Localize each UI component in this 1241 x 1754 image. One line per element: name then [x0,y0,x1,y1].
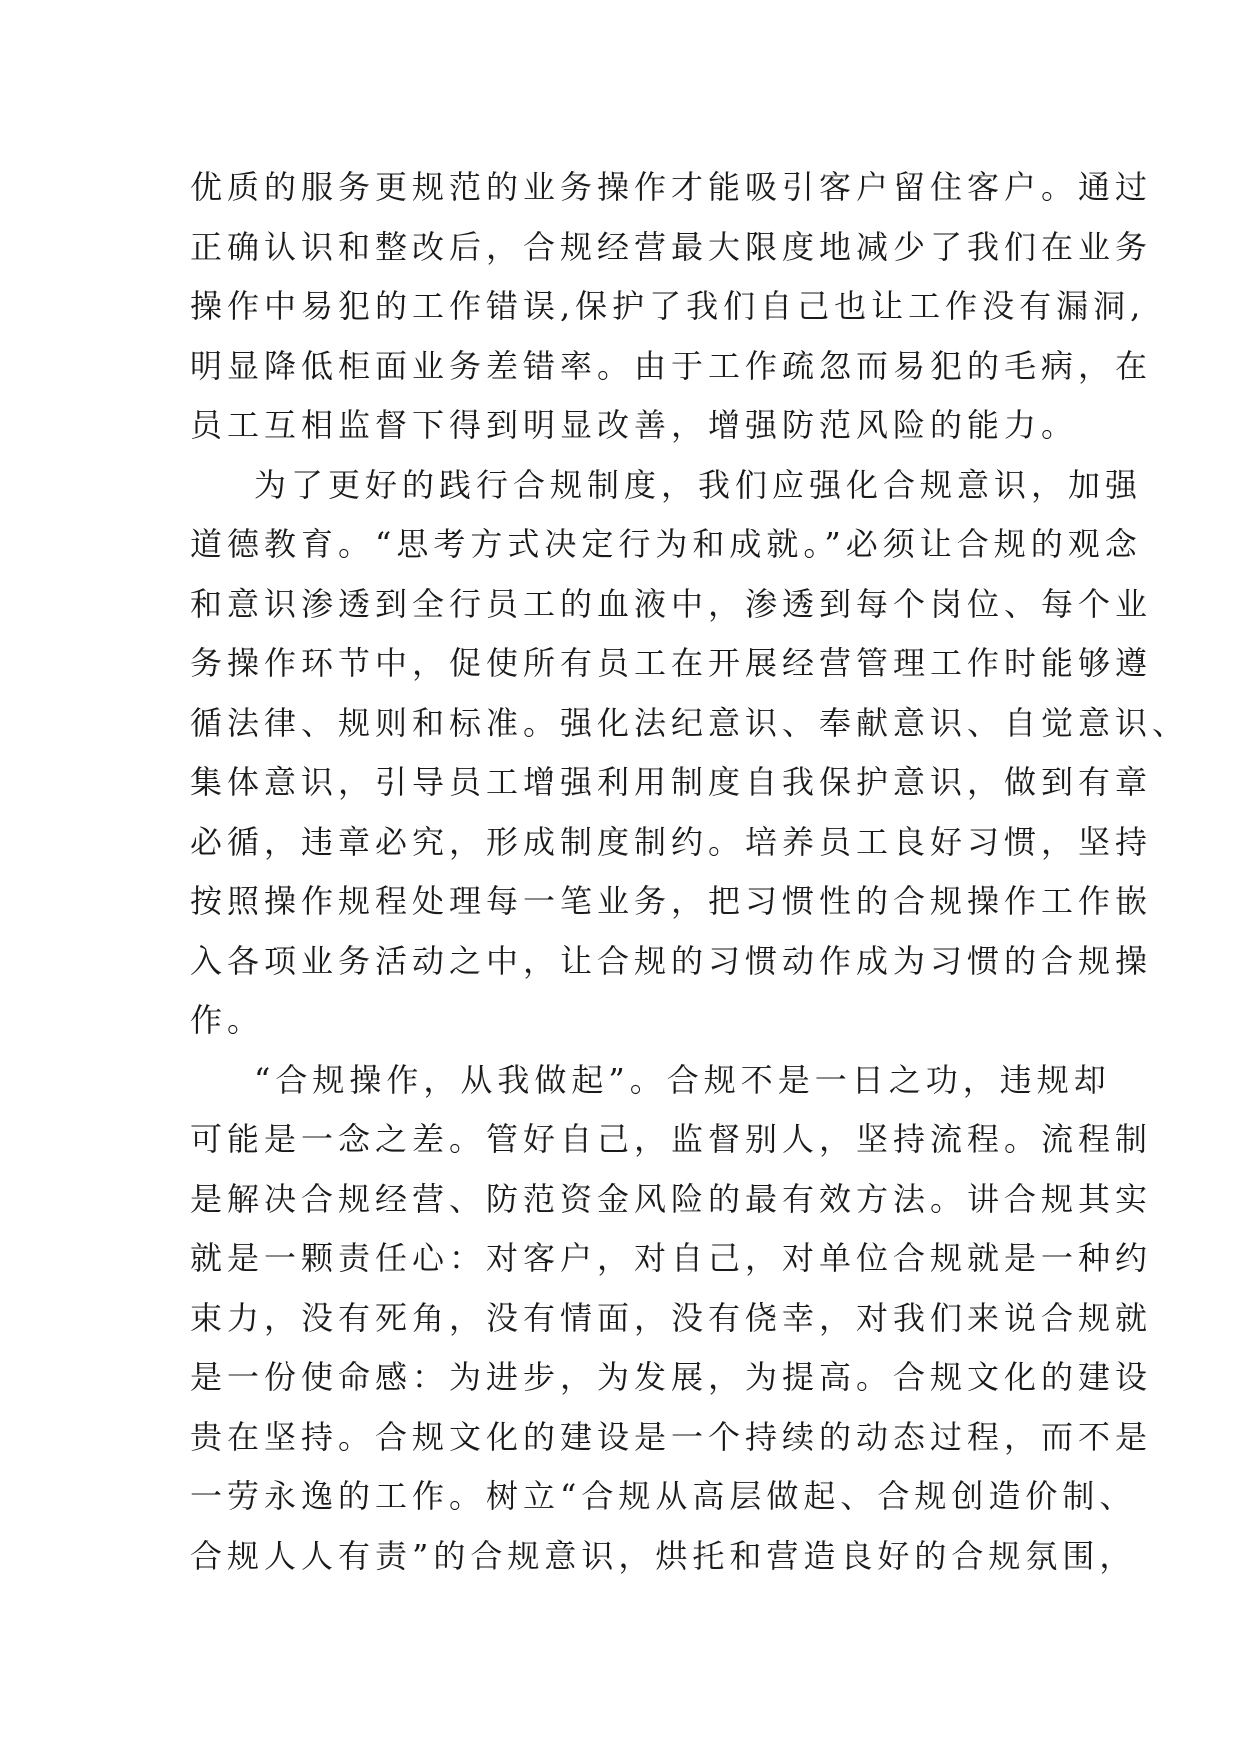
text-line: 贵在坚持。合规文化的建设是一个持续的动态过程，而不是 [190,1417,1153,1456]
document-body [190,158,1190,1586]
text-line: 正确认识和整改后，合规经营最大限度地减少了我们在业务 [190,227,1153,266]
text-line: 和意识渗透到全行员工的血液中，渗透到每个岗位、每个业 [190,584,1153,623]
text-line: 作。 [190,1001,265,1039]
text-line: 合规人人有责”的合规意识，烘托和营造良好的合规氛围， [190,1536,1137,1575]
text-line: 按照操作规程处理每一笔业务，把习惯性的合规操作工作嵌 [190,882,1153,920]
text-line: 一劳永逸的工作。树立“合规从高层做起、合规创造价制、 [190,1477,1137,1515]
text-line: 集体意识，引导员工增强利用制度自我保护意识，做到有章 [190,763,1153,801]
text-line: 可能是一念之差。管好自己，监督别人，坚持流程。流程制 [190,1120,1153,1158]
text-line: “合规操作，从我做起”。合规不是一日之功，违规却 [254,1060,1111,1099]
text-line: 必循，违章必究，形成制度制约。培养员工良好习惯，坚持 [190,822,1153,861]
text-line: 员工互相监督下得到明显改善，增强防范风险的能力。 [190,406,1079,444]
text-line: 循法律、规则和标准。强化法纪意识、奉献意识、自觉意识、 [190,703,1190,742]
text-line: 是解决合规经营、防范资金风险的最有效方法。讲合规其实 [190,1179,1153,1218]
text-line: 务操作环节中，促使所有员工在开展经营管理工作时能够遵 [190,644,1153,682]
text-line: 优质的服务更规范的业务操作才能吸引客户留住客户。通过 [190,168,1153,206]
text-line: 为了更好的践行合规制度，我们应强化合规意识，加强 [254,465,1143,504]
text-line: 入各项业务活动之中，让合规的习惯动作成为习惯的合规操 [190,941,1153,980]
text-line: 是一份使命感：为进步，为发展，为提高。合规文化的建设 [190,1358,1153,1396]
text-line: 道德教育。“思考方式决定行为和成就。”必须让合规的观念 [190,525,1142,563]
text-line: 明显降低柜面业务差错率。由于工作疏忽而易犯的毛病，在 [190,346,1153,385]
text-line: 就是一颗责任心：对客户，对自己，对单位合规就是一种约 [190,1239,1153,1277]
text-line: 束力，没有死角，没有情面，没有侥幸，对我们来说合规就 [190,1298,1153,1337]
text-line: 操作中易犯的工作错误,保护了我们自己也让工作没有漏洞, [190,287,1146,325]
